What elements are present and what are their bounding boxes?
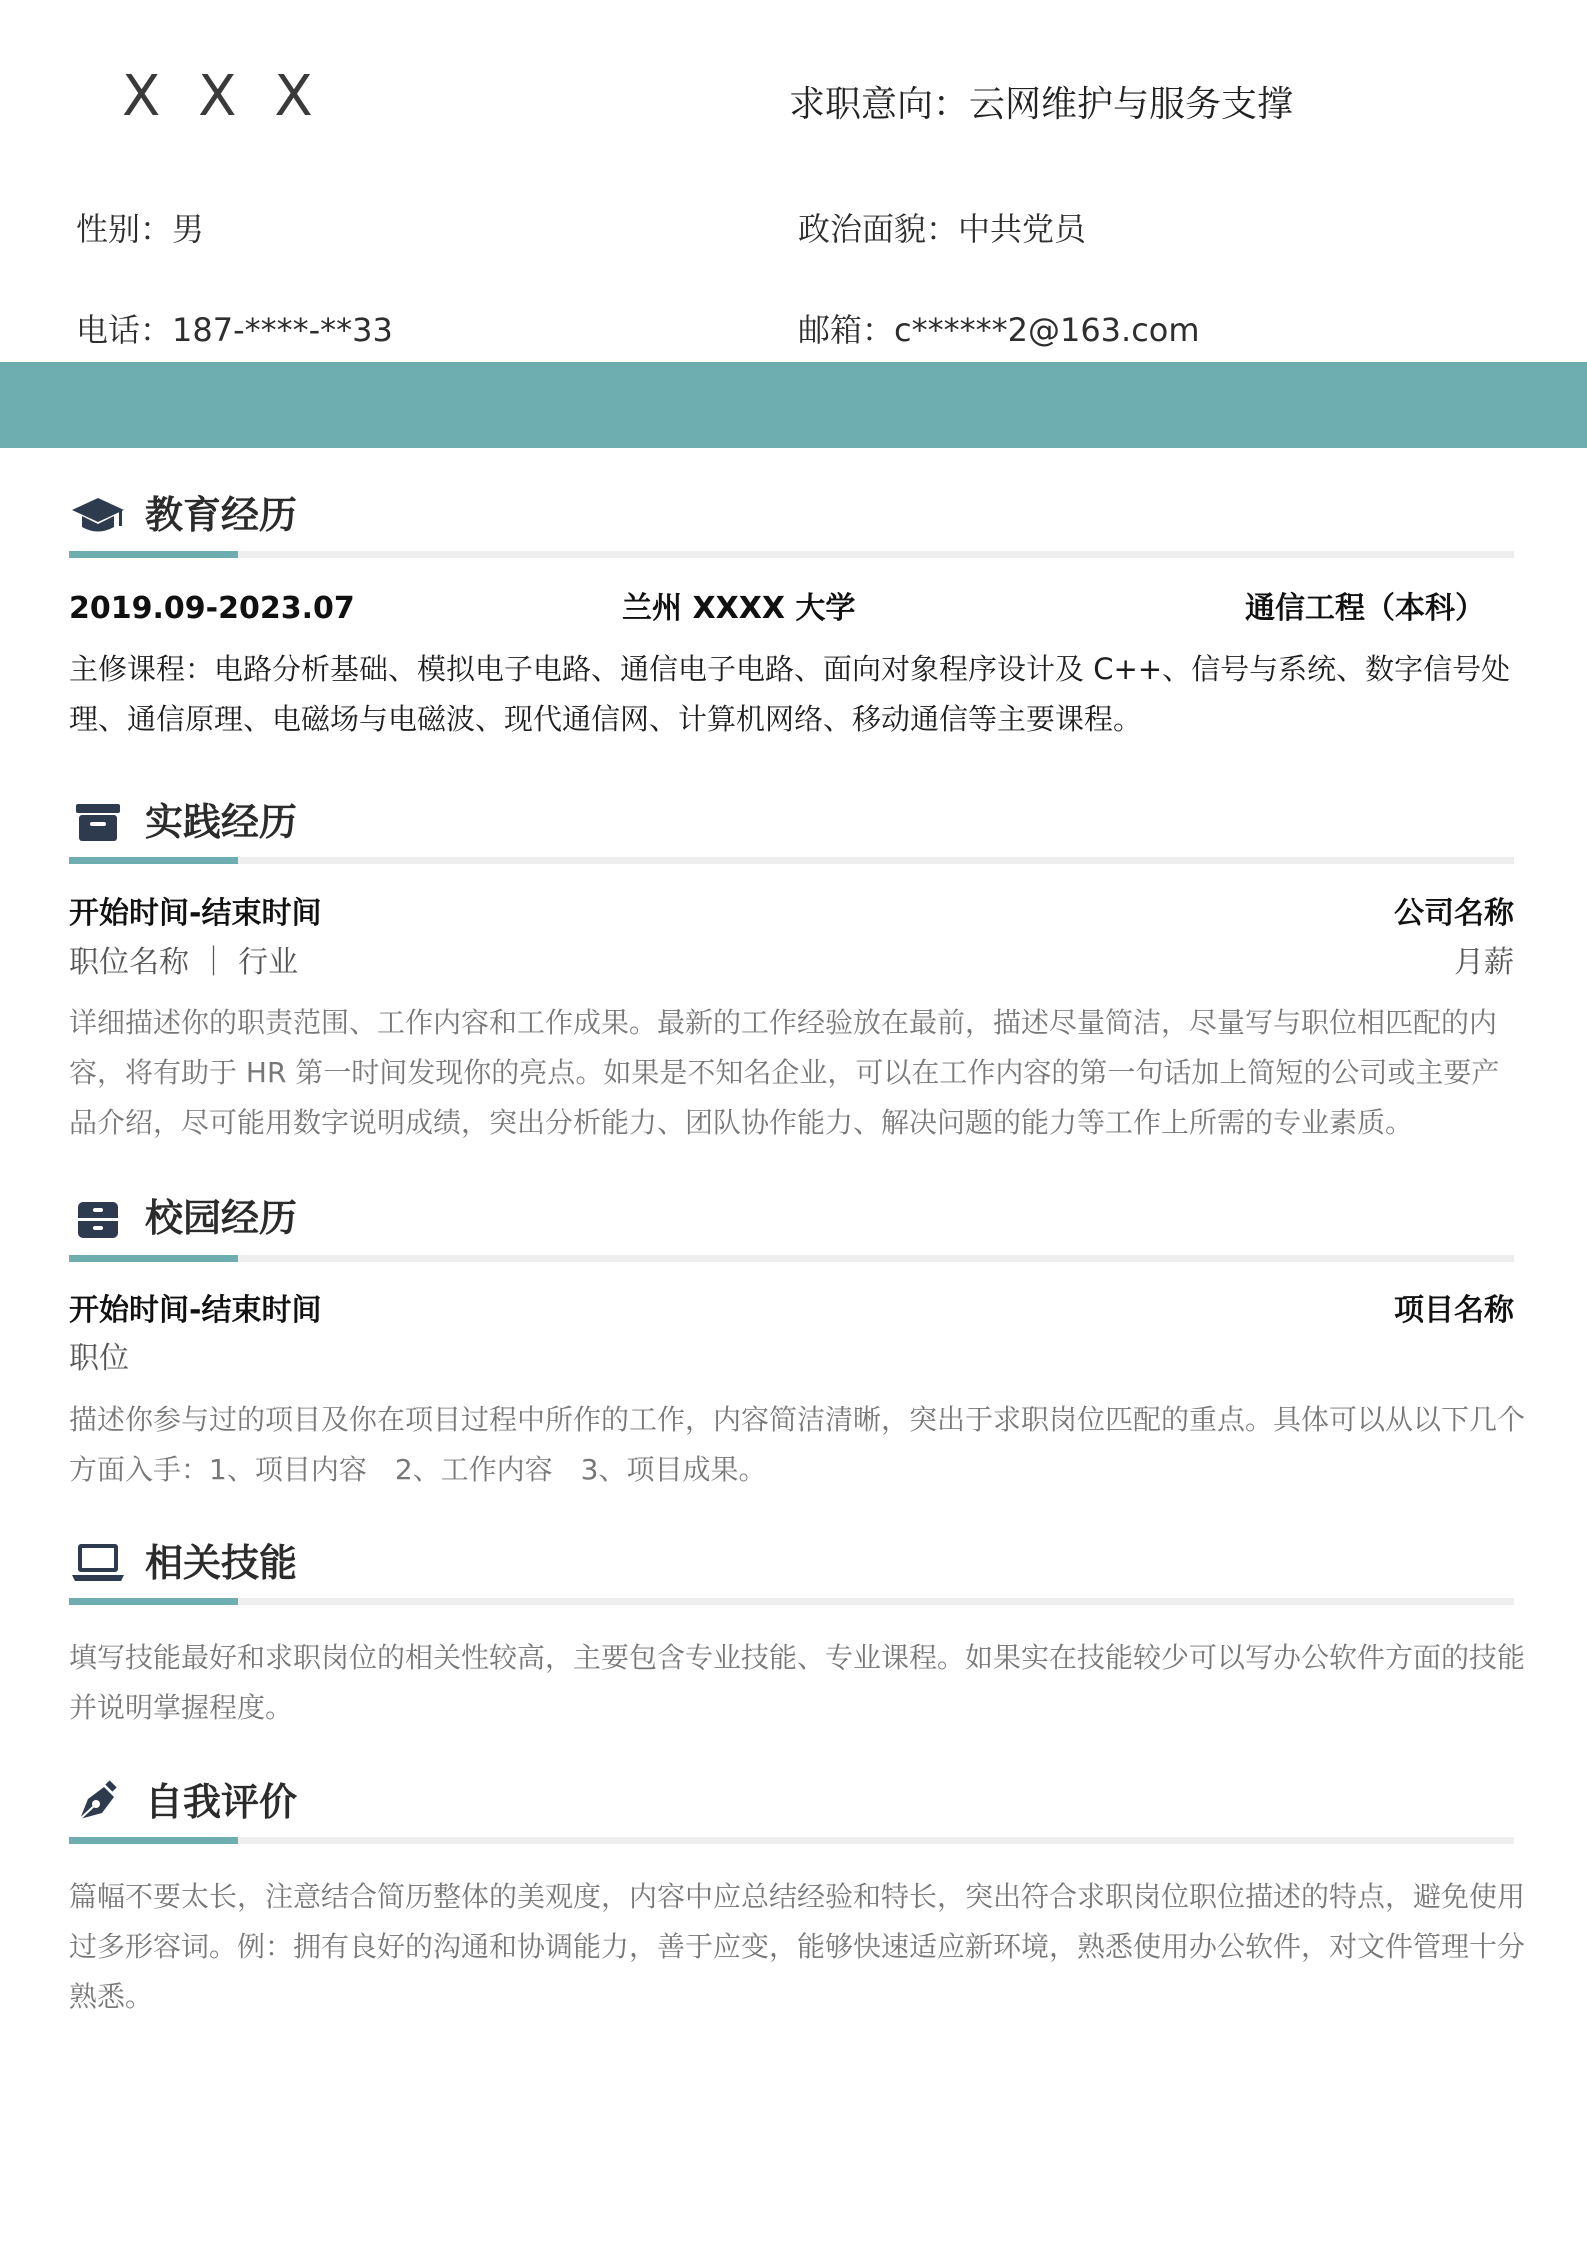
section-title-self-evaluation: 自我评价 (145, 1780, 298, 1824)
header-color-band (0, 362, 1587, 448)
section-rule-campus (69, 1255, 1514, 1262)
pen-nib-icon (70, 1779, 126, 1823)
campus-description: 描述你参与过的项目及你在项目过程中所作的工作，内容简洁清晰，突出于求职岗位匹配的重点。具体可以从以下几个方面入手：1、项目内容 2、工作内容 3、项目成果。 (69, 1403, 1526, 1486)
section-rule-self-evaluation (69, 1837, 1514, 1844)
practice-description: 详细描述你的职责范围、工作内容和工作成果。最新的工作经验放在最前，描述尽量简洁，尽量写与职位相匹配的内容，将有助于 HR 第一时间发现你的亮点。如果是不知名企业，可以在工作内容的第一句话加上简短的公司或主要产品介绍，尽可能用数字说明成绩，突出分析能力、团队协作能力、解决问题的能力等工作上所需的专业素质。 (69, 1006, 1500, 1139)
education-major: 通信工程（本科） (1245, 591, 1485, 626)
drawer-icon (70, 1197, 126, 1241)
gender-info: 性别：男 (76, 210, 205, 248)
practice-salary: 月薪 (1454, 945, 1514, 980)
practice-company: 公司名称 (1394, 896, 1514, 931)
section-rule-practice (69, 857, 1514, 864)
campus-position: 职位 (69, 1341, 129, 1376)
email-info: 邮箱：c******2@163.com (798, 311, 1200, 349)
education-period: 2019.09-2023.07 (69, 591, 355, 626)
section-rule-education (69, 551, 1514, 558)
candidate-name: X X X (122, 64, 323, 129)
section-title-practice: 实践经历 (145, 800, 298, 844)
practice-position: 职位名称 ｜ 行业 (69, 945, 299, 980)
campus-period: 开始时间-结束时间 (69, 1293, 322, 1328)
graduation-cap-icon (70, 494, 126, 538)
section-title-skills: 相关技能 (145, 1541, 298, 1585)
politics-info: 政治面貌：中共党员 (798, 210, 1087, 248)
section-title-campus: 校园经历 (145, 1196, 298, 1240)
section-rule-skills (69, 1598, 1514, 1605)
education-school: 兰州 XXXX 大学 (622, 591, 856, 626)
laptop-icon (70, 1540, 126, 1584)
self-evaluation-description: 篇幅不要太长，注意结合简历整体的美观度，内容中应总结经验和特长，突出符合求职岗位职位描述的特点，避免使用过多形容词。例：拥有良好的沟通和协调能力，善于应变，能够快速适应新环境，熟悉使用办公软件，对文件管理十分熟悉。 (69, 1880, 1526, 2013)
archive-box-icon (70, 800, 126, 844)
campus-project: 项目名称 (1394, 1293, 1514, 1328)
skills-description: 填写技能最好和求职岗位的相关性较高，主要包含专业技能、专业课程。如果实在技能较少可以写办公软件方面的技能并说明掌握程度。 (69, 1641, 1526, 1724)
practice-period: 开始时间-结束时间 (69, 896, 322, 931)
education-courses: 主修课程：电路分析基础、模拟电子电路、通信电子电路、面向对象程序设计及 C++、信号与系统、数字信号处理、通信原理、电磁场与电磁波、现代通信网、计算机网络、移动通信等主要课程。 (69, 652, 1511, 736)
job-intent: 求职意向：云网维护与服务支撑 (789, 84, 1294, 125)
phone-info: 电话：187-****-**33 (76, 311, 393, 349)
section-title-education: 教育经历 (145, 493, 298, 537)
